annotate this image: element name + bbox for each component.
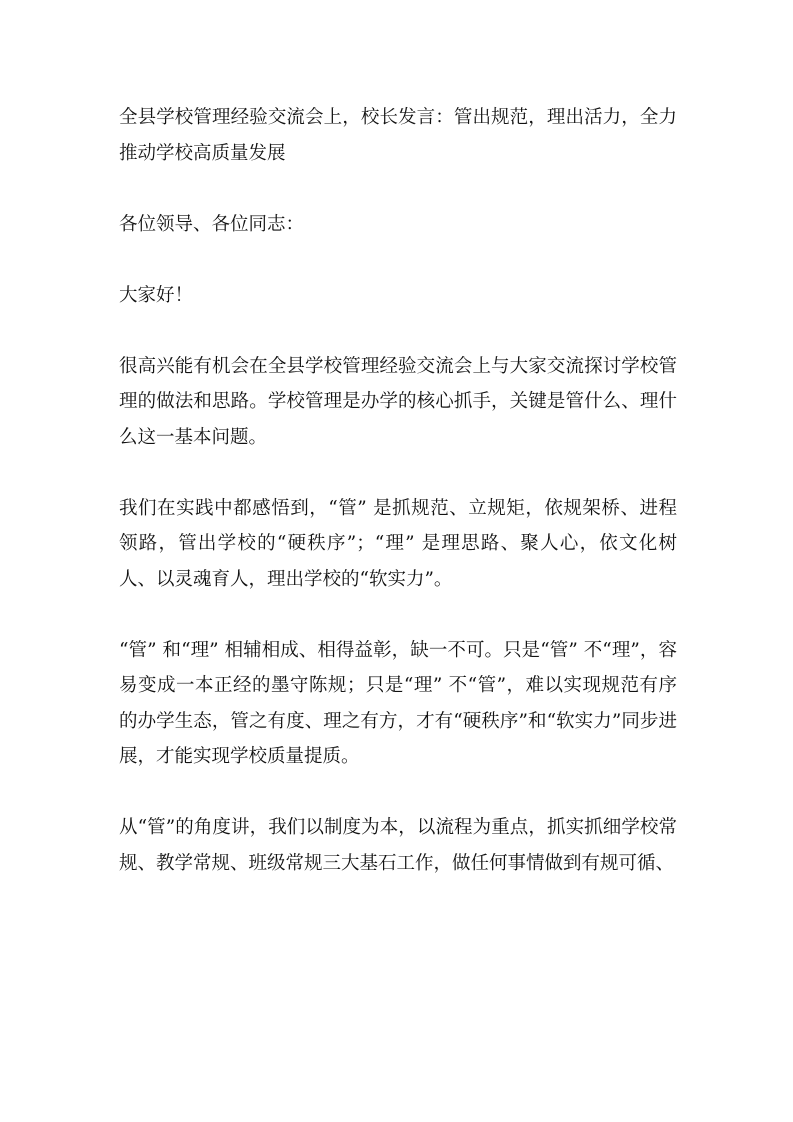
document-body: [119, 100, 677, 917]
paragraph-guan-perspective: 从“管”的角度讲，我们以制度为本，以流程为重点，抓实抓细学校常规、教学常规、班级常规三大基石工作，做任何事情做到有规可循、: [119, 817, 677, 874]
document-title: 全县学校管理经验交流会上，校长发言：管出规范，理出活力，全力推动学校高质量发展: [119, 107, 677, 164]
paragraph-guan-li-relation: “管” 和“理” 相辅相成、相得益彰，缺一不可。只是“管” 不“理”，容易变成一本正经的墨守陈规；只是“理” 不“管”，难以实现规范有序的办学生态，管之有度、理之有方，才有“硬秩序”和“软实力”同步进展，才能实现学校质量提质。: [119, 639, 677, 767]
paragraph-guan-li-meaning: 我们在实践中都感悟到，“管” 是抓规范、立规矩，依规架桥、进程领路，管出学校的“硬秩序”；“理” 是理思路、聚人心，依文化树人、以灵魂育人，理出学校的“软实力”。: [119, 497, 677, 590]
paragraph-intro: 很高兴能有机会在全县学校管理经验交流会上与大家交流探讨学校管理的做法和思路。学校管理是办学的核心抓手，关键是管什么、理什么这一基本问题。: [119, 355, 677, 448]
greeting: 大家好！: [119, 284, 194, 306]
salutation: 各位领导、各位同志：: [119, 213, 305, 235]
